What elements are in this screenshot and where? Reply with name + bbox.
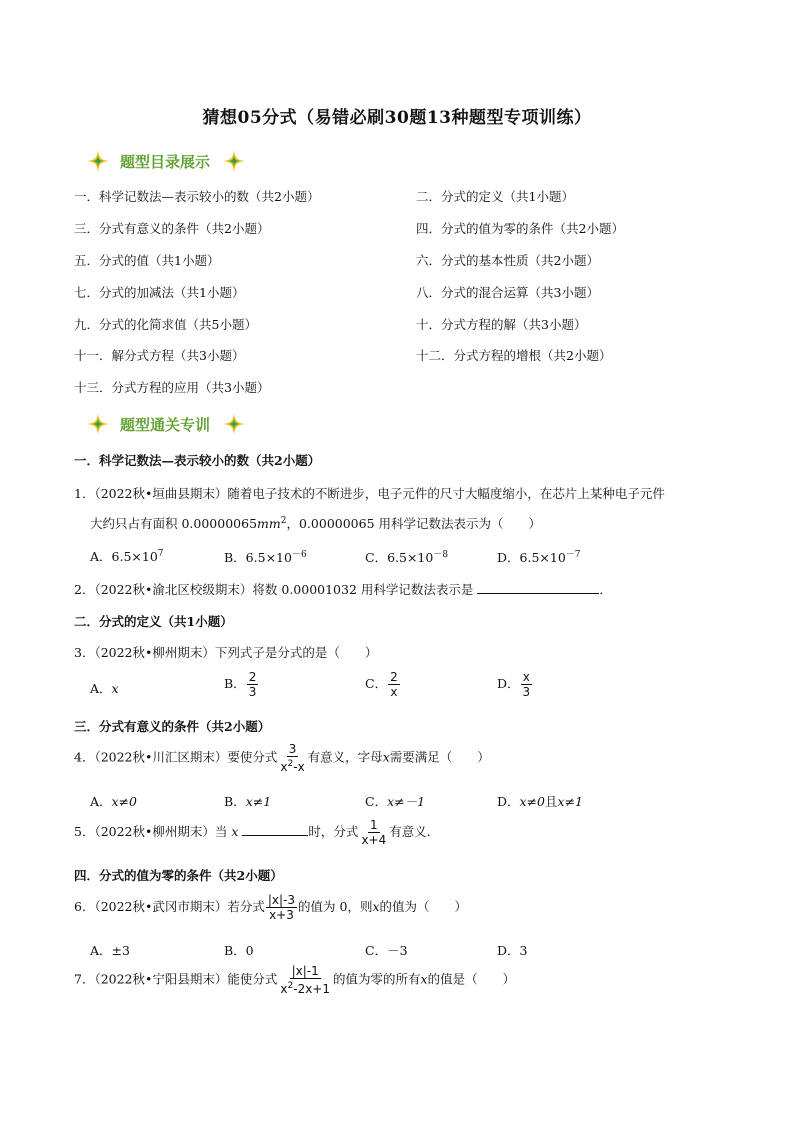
option-b: B． $\frac{2}{3}$ [224, 670, 257, 699]
toc-item: 七．分式的加减法（共1小题） [74, 285, 245, 300]
sparkle-star-icon [86, 149, 110, 173]
page-title: 猜想05分式（易错必刷30题13种题型专项训练） [202, 108, 592, 128]
sparkle-star-icon [222, 412, 246, 436]
toc-item: 四．分式的值为零的条件（共2小题） [416, 221, 624, 236]
banner-toc-title: 题型目录展示 [120, 152, 211, 171]
question-7: 7．（2022秋•宁阳县期末）能使分式 $\frac{|x|-1}{x^2-2x+1}$ 的值为零的所有x的值是（ ） [74, 964, 516, 996]
toc-item: 三．分式有意义的条件（共2小题） [74, 221, 270, 236]
toc-item: 十．分式方程的解（共3小题） [416, 317, 587, 332]
question-2: 2．（2022秋•渝北区校级期末）将数 0.00001032 用科学记数法表示是 ． [74, 582, 612, 597]
section-heading: 三．分式有意义的条件（共2小题） [74, 719, 271, 734]
option-c: C．$6.5\times 10^{-8}$ [365, 550, 449, 566]
banner-toc [86, 148, 246, 174]
answer-blank[interactable] [242, 835, 308, 836]
sparkle-star-icon [86, 412, 110, 436]
option-c: C． $\frac{2}{x}$ [365, 670, 398, 699]
section-heading: 一．科学记数法—表示较小的数（共2小题） [74, 453, 321, 468]
question-1-continuation: 大约只占有面积 $0.00000065mm^2$，0.00000065 用科学记数法表示为（ ） [90, 515, 542, 531]
option-b: B．$6.5\times 10^{-6}$ [224, 550, 307, 566]
toc-item: 十一．解分式方程（共3小题） [74, 348, 245, 363]
option-a: A．$6.5\times 10^7$ [90, 548, 164, 564]
option-a: A．x≠0 [90, 794, 138, 809]
option-b: B．x≠1 [224, 794, 272, 809]
toc-item: 六．分式的基本性质（共2小题） [416, 253, 599, 268]
toc-item: 十三．分式方程的应用（共3小题） [74, 380, 270, 395]
banner-practice-title: 题型通关专训 [120, 415, 211, 434]
option-d: D．x≠0且x≠1 [497, 794, 584, 809]
question-4: 4．（2022秋•川汇区期末）要使分式 $\frac{3}{x^2-x}$ 有意义，字母x需要满足（ ） [74, 742, 490, 774]
toc-item: 一．科学记数法—表示较小的数（共2小题） [74, 189, 320, 204]
section-heading: 四．分式的值为零的条件（共2小题） [74, 868, 283, 883]
question-5: 5．（2022秋•柳州期末）当 x 时，分式 $\frac{1}{x+4}$ 有意义． [74, 818, 440, 847]
banner-practice [86, 411, 246, 437]
sparkle-star-icon [222, 149, 246, 173]
question-3: 3．（2022秋•柳州期末）下列式子是分式的是（ ） [74, 645, 378, 660]
option-d: D． $\frac{x}{3}$ [497, 670, 531, 699]
option-c: C．x≠－1 [365, 794, 426, 809]
section-heading: 二．分式的定义（共1小题） [74, 614, 233, 629]
option-d: D．$6.5\times 10^{-7}$ [497, 550, 581, 566]
toc-item: 九．分式的化简求值（共5小题） [74, 317, 257, 332]
question-1: 1．（2022秋•垣曲县期末）随着电子技术的不断进步，电子元件的尺寸大幅度缩小，在芯片上某种电子元件 [74, 486, 665, 501]
toc-item: 二．分式的定义（共1小题） [416, 189, 574, 204]
option-a: A．±3 [90, 943, 130, 958]
option-a: A．x [90, 681, 119, 696]
question-6: 6．（2022秋•武冈市期末）若分式 $\frac{|x|-3}{x+3}$ 的值为 0，则x的值为（ ） [74, 893, 468, 922]
option-b: B．0 [224, 943, 254, 958]
toc-item: 十二．分式方程的增根（共2小题） [416, 348, 612, 363]
toc-item: 八．分式的混合运算（共3小题） [416, 285, 599, 300]
toc-item: 五．分式的值（共1小题） [74, 253, 220, 268]
option-d: D．3 [497, 943, 528, 958]
answer-blank[interactable] [477, 593, 599, 594]
option-c: C．－3 [365, 943, 408, 958]
